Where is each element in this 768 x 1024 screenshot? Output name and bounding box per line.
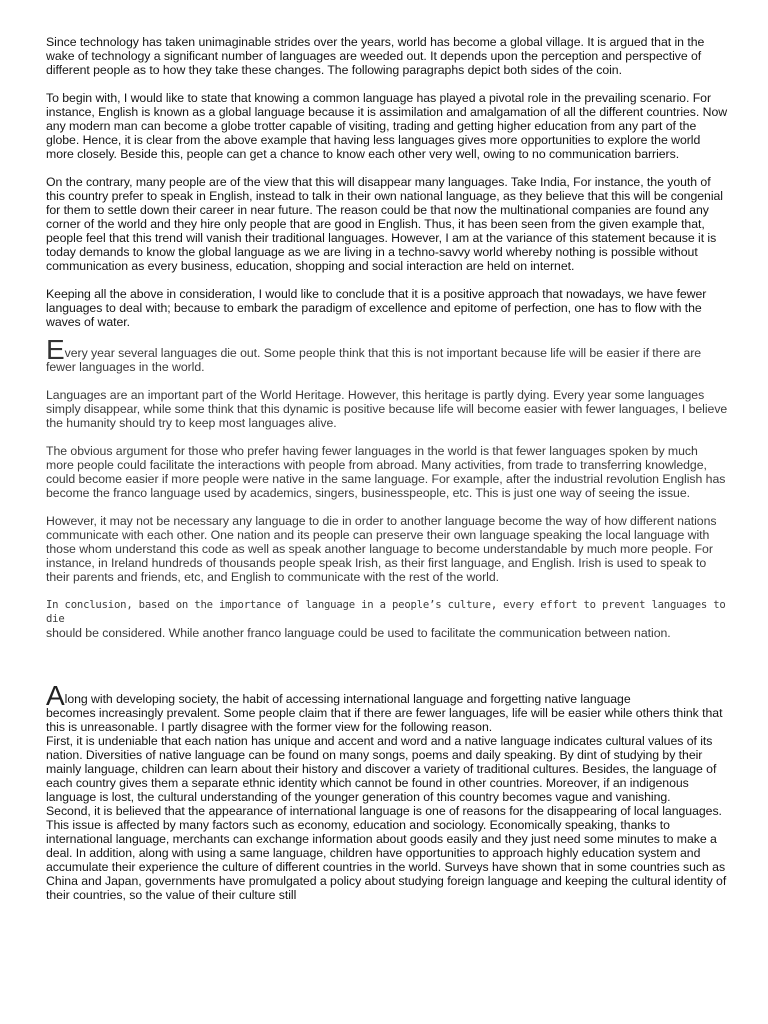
essay-two-paragraph-3: However, it may not be necessary any language to die in order to another language become the way of how different nations communicate with each other. One nation and its people can preserve their own language speaking the local language with those whom understand this code as well as speak another language to become understandable by much more people. For instance, in Ireland hundreds of thousands people speak Irish, as their first language, and English. Irish is used to speak to their parents and friends, etc, and English to communicate with the rest of the world. [46,514,717,584]
essay-two-conclusion-line-1: In conclusion, based on the importance of language in a people’s culture, every effort to prevent languages to die [46,599,726,625]
essay-one-paragraph-4: Keeping all the above in consideration, I would like to conclude that it is a positive approach that nowadays, we have fewer languages to deal with; because to embark the paradigm of excellence and epitome of perfection, one has to flow with the waves of water. [46,287,707,329]
essay-two-conclusion [46,598,728,641]
essay-three-paragraph-2: First, it is undeniable that each nation has unique and accent and word and a native language indicates cultural values of its nation. Diversities of native language can be found on many songs, poems and daily speaking. By dint of studying by their mainly language, children can learn about their history and discover a variety of traditional cultures. Besides, the language of each country gives them a separate ethnic identity which cannot be found in other countries. Moreover, if an indigenous language is lost, the cultural understanding of the younger generation of this country becomes vague and vanishing. [46,734,717,804]
essay-two-intro-text: very year several languages die out. Some people think that this is not important because life will be easier if there are fewer languages in the world. [46,346,702,374]
essay-three-dropcap: A [46,680,65,711]
essay-two-intro [46,334,728,374]
essay-two-paragraph-2: The obvious argument for those who prefer having fewer languages in the world is that fewer languages spoken by much more people could facilitate the interactions with people from abroad. Many activities, from trade to transferring knowledge, could become easier if more people were native in the same language. For example, after the industrial revolution English has become the franco language used by academics, singers, businesspeople, etc. This is just one way of seeing the issue. [46,444,726,500]
essay-one-paragraph-2: To begin with, I would like to state that knowing a common language has played a pivotal role in the prevailing scenario. For instance, English is known as a global language because it is assimilation and amalgamation of all the different countries. Now any modern man can become a globe trotter capable of visiting, trading and getting higher education from any part of the globe. Hence, it is clear from the above example that having less languages gives more opportunities to explore the world more closely. Beside this, people can get a chance to know each other very well, owing to no communication barriers. [46,91,728,161]
essay-three-paragraph-3: Second, it is believed that the appearance of international language is one of reasons for the disappearing of local languages. This issue is affected by many factors such as economy, education and sociology. Economically speaking, thanks to international language, merchants can exchange information about goods easily and they just need some minutes to make a deal. In addition, along with using a same language, children have opportunities to approach highly education system and accumulate their experience the culture of different countries in the world. Surveys have shown that in some countries such as China and Japan, governments have promulgated a policy about studying foreign language and keeping the cultural identity of their countries, so the value of their culture still [46,804,727,902]
essay-one [46,35,728,329]
essay-two [46,334,728,641]
essay-three-intro-line [46,680,728,711]
essay-three [46,680,728,902]
essay-three-paragraph-1: becomes increasingly prevalent. Some people claim that if there are fewer languages, life will be easier while others think that this is unreasonable. I partly disagree with the former view for the following reason. [46,706,723,734]
essay-two-dropcap: E [46,334,65,365]
essay-one-paragraph-3: On the contrary, many people are of the view that this will disappear many languages. Take India, For instance, the youth of this country prefer to speak in English, instead to talk in their own national language, as they believe that this will be congenial for them to settle down their career in near future. The reason could be that now the multinational companies are found any corner of the world and they hire only people that are good in English. Thus, it has been seen from the given example that, people feel that this trend will vanish their traditional languages. However, I am at the variance of this statement because it is today demands to know the global language as we are living in a techno-savvy world whereby nothing is possible without communication as every business, education, shopping and social interaction are held on internet. [46,175,723,273]
essay-two-paragraph-1: Languages are an important part of the World Heritage. However, this heritage is partly dying. Every year some languages simply disappear, while some think that this dynamic is positive because life will become easier with fewer languages, I believe the humanity should try to keep most languages alive. [46,388,728,430]
essay-one-paragraph-1: Since technology has taken unimaginable strides over the years, world has become a global village. It is argued that in the wake of technology a significant number of languages are weeded out. It depends upon the perception and perspective of different people as to how they take these changes. The following paragraphs depict both sides of the coin. [46,35,705,77]
essay-three-intro-text: long with developing society, the habit of accessing international language and forgetting native language [64,692,631,706]
essay-two-conclusion-line-2: should be considered. While another franco language could be used to facilitate the communication between nation. [46,626,671,640]
